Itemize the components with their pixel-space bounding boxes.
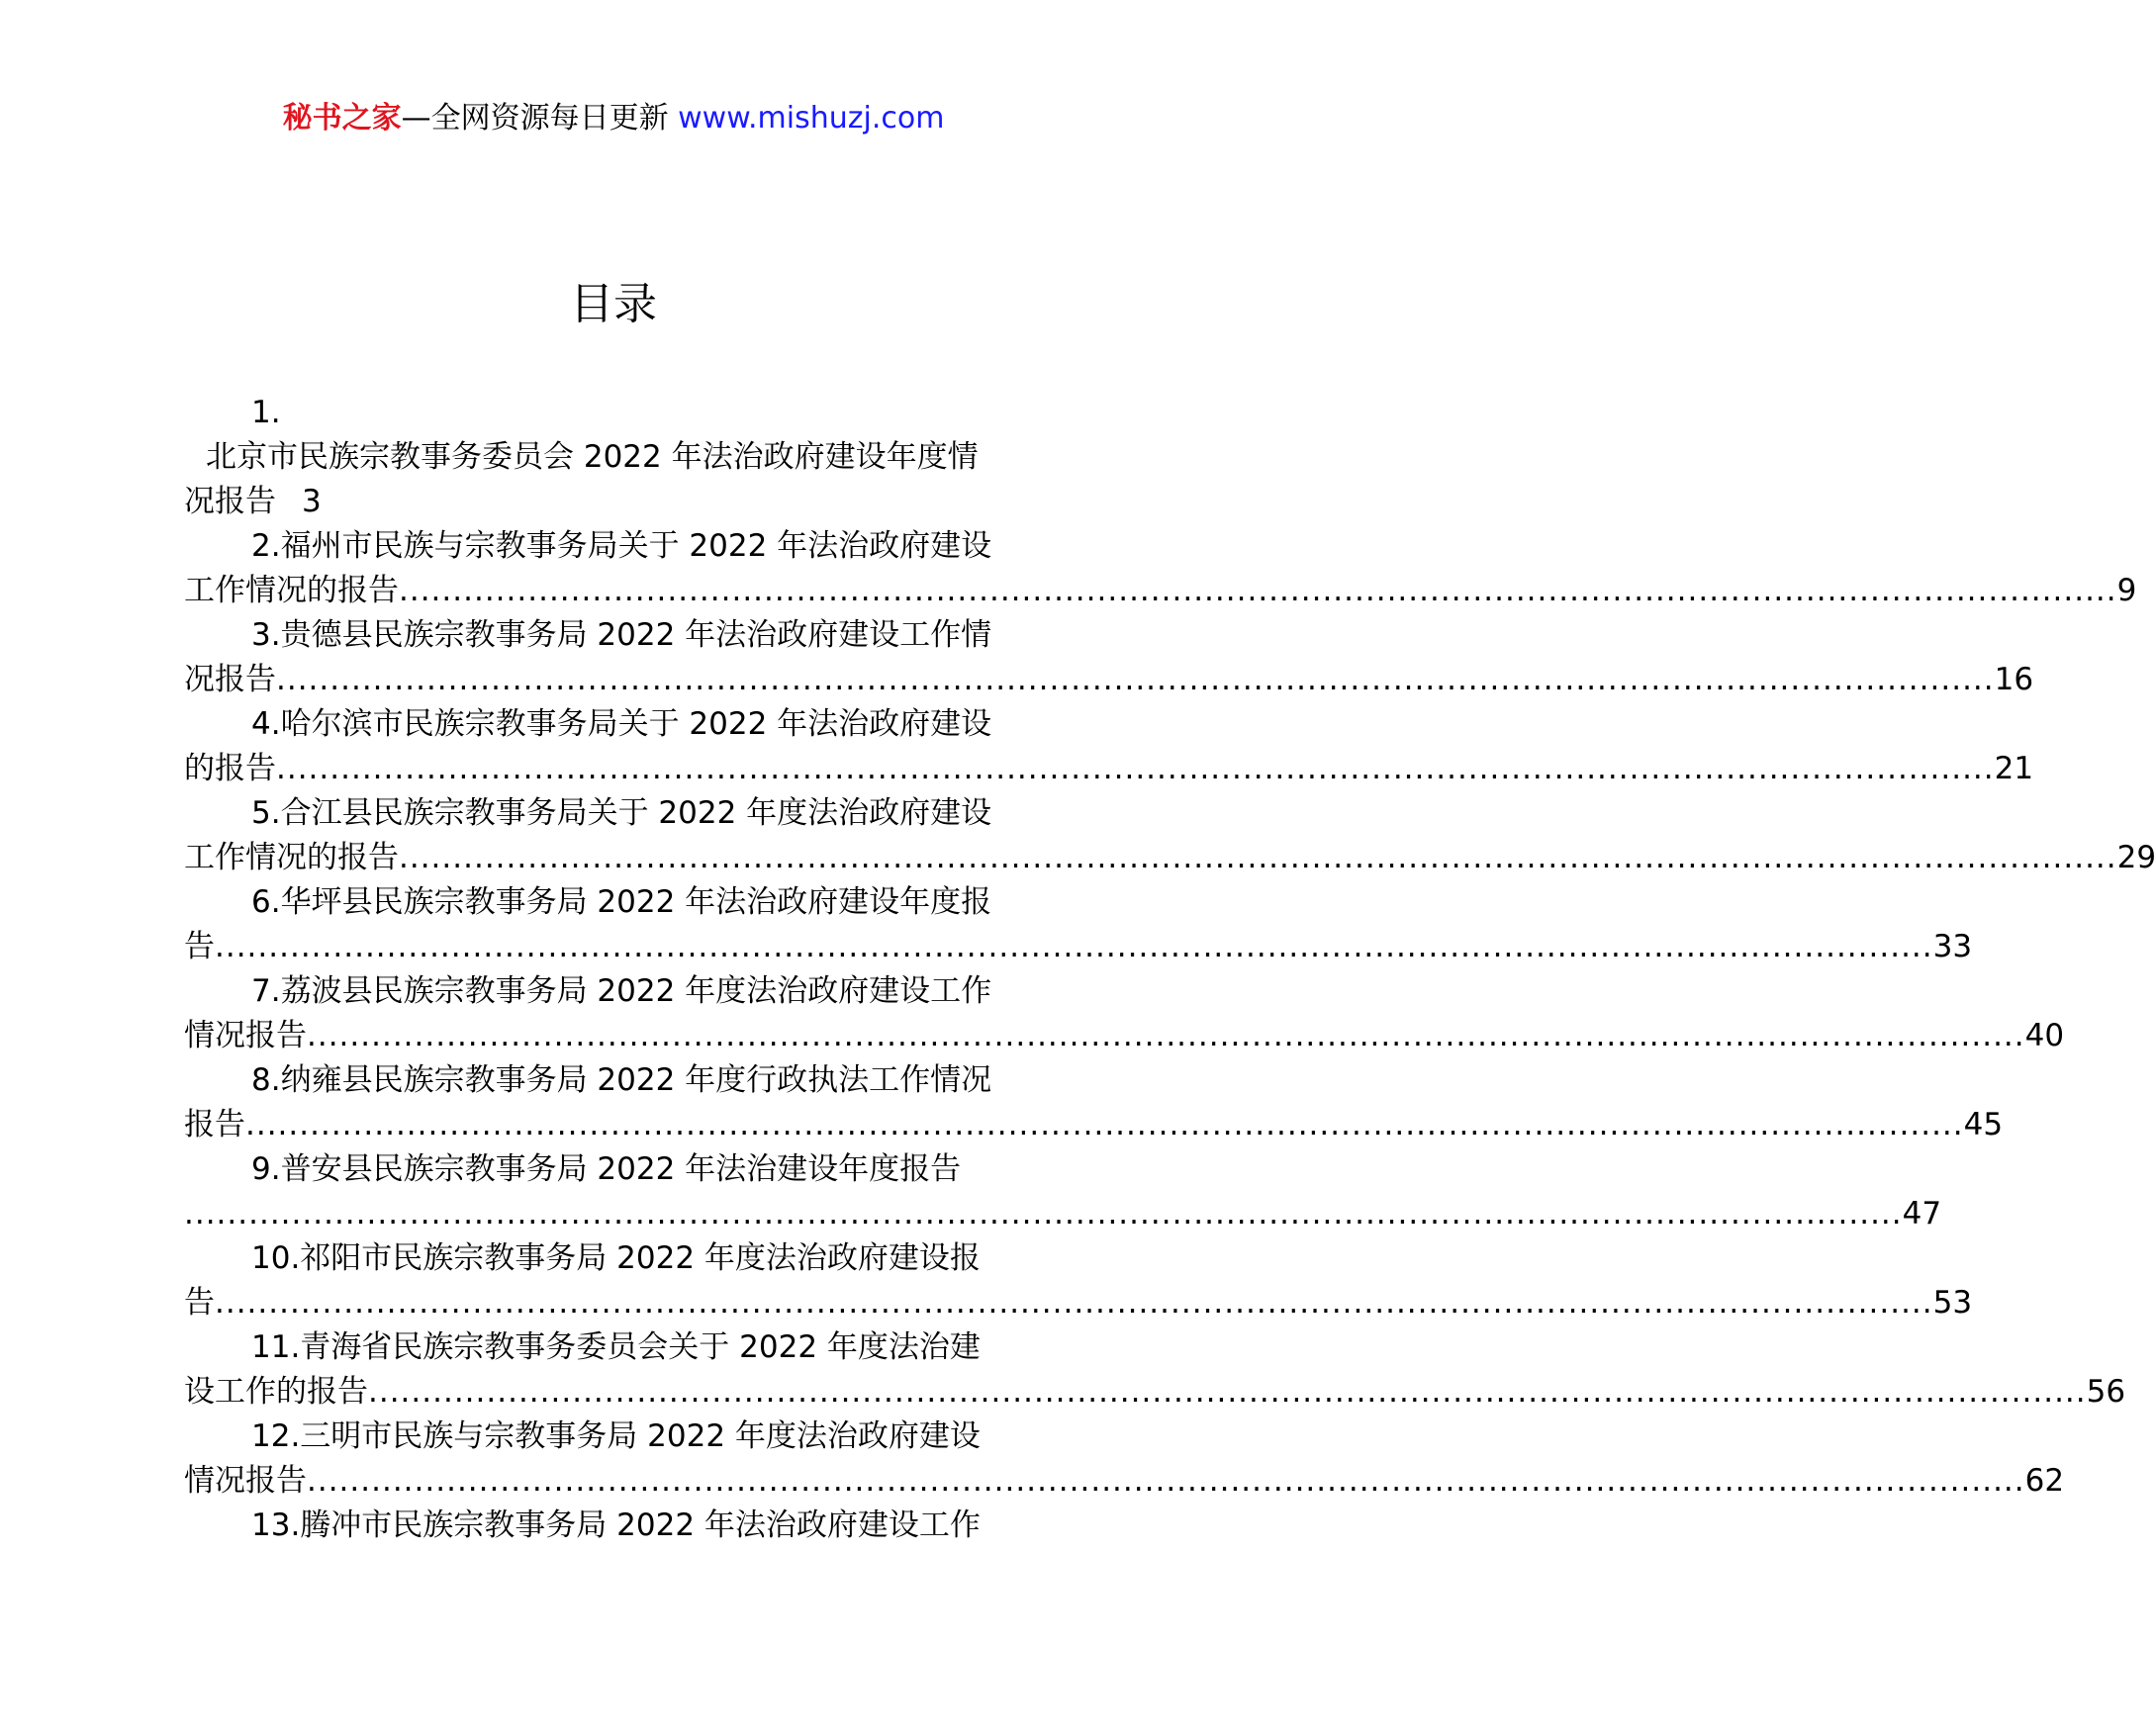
toc-entry-7[interactable] xyxy=(184,969,2065,1058)
toc-entry-list xyxy=(184,524,2156,1504)
toc-entry-13[interactable] xyxy=(184,1504,1043,1548)
toc-entry-page: 16 xyxy=(1994,662,2034,697)
toc-entry-title-continued: 况报告 xyxy=(184,662,276,697)
toc-entry-second-line xyxy=(184,747,2034,791)
toc-entry-title: 13.腾冲市民族宗教事务局 2022 年法治政府建设工作 xyxy=(251,1507,981,1543)
toc-entry-2[interactable] xyxy=(184,524,2137,613)
toc-entry-second-line xyxy=(184,1459,2065,1504)
site-header xyxy=(0,99,1227,138)
toc-entry-second-line xyxy=(184,1370,2126,1415)
toc-entry-10[interactable] xyxy=(184,1236,1973,1325)
toc-entry-second-line xyxy=(184,925,1973,969)
toc-entry-3[interactable] xyxy=(184,613,2034,702)
toc-entry-title-continued: 情况报告 xyxy=(184,1463,307,1499)
toc-entry-title-continued: 况报告 xyxy=(184,484,276,519)
dot-leader: ................................................................................................................................................................ xyxy=(307,1018,2025,1053)
site-url-link[interactable]: www.mishuzj.com xyxy=(678,101,945,136)
toc-entry-second-line xyxy=(184,658,2034,702)
toc-entry-page: 21 xyxy=(1994,751,2034,786)
toc-entry-title-continued: 设工作的报告 xyxy=(184,1374,368,1410)
toc-entry-title: 8.纳雍县民族宗教事务局 2022 年度行政执法工作情况 xyxy=(251,1062,992,1098)
toc-entry-6[interactable] xyxy=(184,880,1973,969)
toc-entry-second-line xyxy=(184,1014,2065,1058)
dot-leader: ................................................................................................................................................................ xyxy=(399,573,2117,608)
toc-entry-title: 12.三明市民族与宗教事务局 2022 年度法治政府建设 xyxy=(251,1418,981,1454)
toc-entry-title: 5.合江县民族宗教事务局关于 2022 年度法治政府建设 xyxy=(251,795,992,831)
toc-entry-9[interactable] xyxy=(184,1147,1942,1236)
toc-entry-title: 北京市民族宗教事务委员会 2022 年法治政府建设年度情 xyxy=(206,439,979,475)
toc-entry-page: 40 xyxy=(2024,1018,2065,1053)
header-tagline: —全网资源每日更新 xyxy=(401,101,679,136)
page-title: 目录 xyxy=(570,279,657,329)
toc-entry-5[interactable] xyxy=(184,791,2156,880)
toc-entry-title-continued: 情况报告 xyxy=(184,1018,307,1053)
toc-entry-title: 11.青海省民族宗教事务委员会关于 2022 年度法治建 xyxy=(251,1329,981,1365)
toc-entry-page: 9 xyxy=(2116,573,2137,608)
toc-entry-title: 6.华坪县民族宗教事务局 2022 年法治政府建设年度报 xyxy=(251,884,992,920)
toc-entry-page: 62 xyxy=(2024,1463,2065,1499)
toc-entry-second-line xyxy=(184,836,2156,880)
toc-entry-11[interactable] xyxy=(184,1325,2126,1415)
table-of-contents xyxy=(184,391,2156,1548)
toc-entry-title: 9.普安县民族宗教事务局 2022 年法治建设年度报告 xyxy=(251,1151,962,1187)
toc-entry-1[interactable] xyxy=(184,391,1043,524)
toc-entry-title-continued: 工作情况的报告 xyxy=(184,573,399,608)
toc-entry-number: 1. xyxy=(251,395,281,430)
toc-entry-second-line xyxy=(184,1192,1942,1236)
toc-entry-title: 2.福州市民族与宗教事务局关于 2022 年法治政府建设 xyxy=(251,528,992,564)
toc-entry-4[interactable] xyxy=(184,702,2034,791)
dot-leader: ................................................................................................................................................................ xyxy=(276,662,1995,697)
toc-entry-title-continued: 告 xyxy=(184,929,215,964)
toc-entry-second-line xyxy=(184,1281,1973,1325)
brand-name: 秘书之家 xyxy=(282,101,402,136)
toc-entry-title-continued: 工作情况的报告 xyxy=(184,840,399,875)
toc-entry-title: 3.贵德县民族宗教事务局 2022 年法治政府建设工作情 xyxy=(251,617,992,653)
toc-entry-8[interactable] xyxy=(184,1058,2004,1147)
toc-entry-page: 47 xyxy=(1902,1196,1942,1232)
dot-leader: ................................................................................................................................................................ xyxy=(276,751,1995,786)
toc-entry-title-continued: 报告 xyxy=(184,1107,245,1142)
dot-leader: ................................................................................................................................................................ xyxy=(184,1196,1903,1232)
toc-entry-title: 10.祁阳市民族宗教事务局 2022 年度法治政府建设报 xyxy=(251,1240,981,1276)
toc-entry-page: 29 xyxy=(2116,840,2156,875)
toc-entry-title-continued: 的报告 xyxy=(184,751,276,786)
toc-entry-second-line xyxy=(184,1103,2004,1147)
toc-entry-page: 3 xyxy=(302,484,322,519)
dot-leader: ................................................................................................................................................................ xyxy=(215,929,1933,964)
toc-entry-second-line xyxy=(184,569,2137,613)
dot-leader: ................................................................................................................................................................ xyxy=(245,1107,1964,1142)
dot-leader: ................................................................................................................................................................ xyxy=(215,1285,1933,1321)
dot-leader: ................................................................................................................................................................ xyxy=(399,840,2117,875)
toc-entry-title: 4.哈尔滨市民族宗教事务局关于 2022 年法治政府建设 xyxy=(251,706,992,742)
toc-entry-page: 56 xyxy=(2086,1374,2126,1410)
dot-leader: ................................................................................................................................................................ xyxy=(307,1463,2025,1499)
toc-entry-page: 45 xyxy=(1963,1107,2004,1142)
toc-entry-title: 7.荔波县民族宗教事务局 2022 年度法治政府建设工作 xyxy=(251,973,992,1009)
dot-leader: ................................................................................................................................................................ xyxy=(368,1374,2087,1410)
toc-entry-12[interactable] xyxy=(184,1415,2065,1504)
toc-entry-title-continued: 告 xyxy=(184,1285,215,1321)
toc-entry-page: 53 xyxy=(1932,1285,1973,1321)
toc-entry-page: 33 xyxy=(1932,929,1973,964)
